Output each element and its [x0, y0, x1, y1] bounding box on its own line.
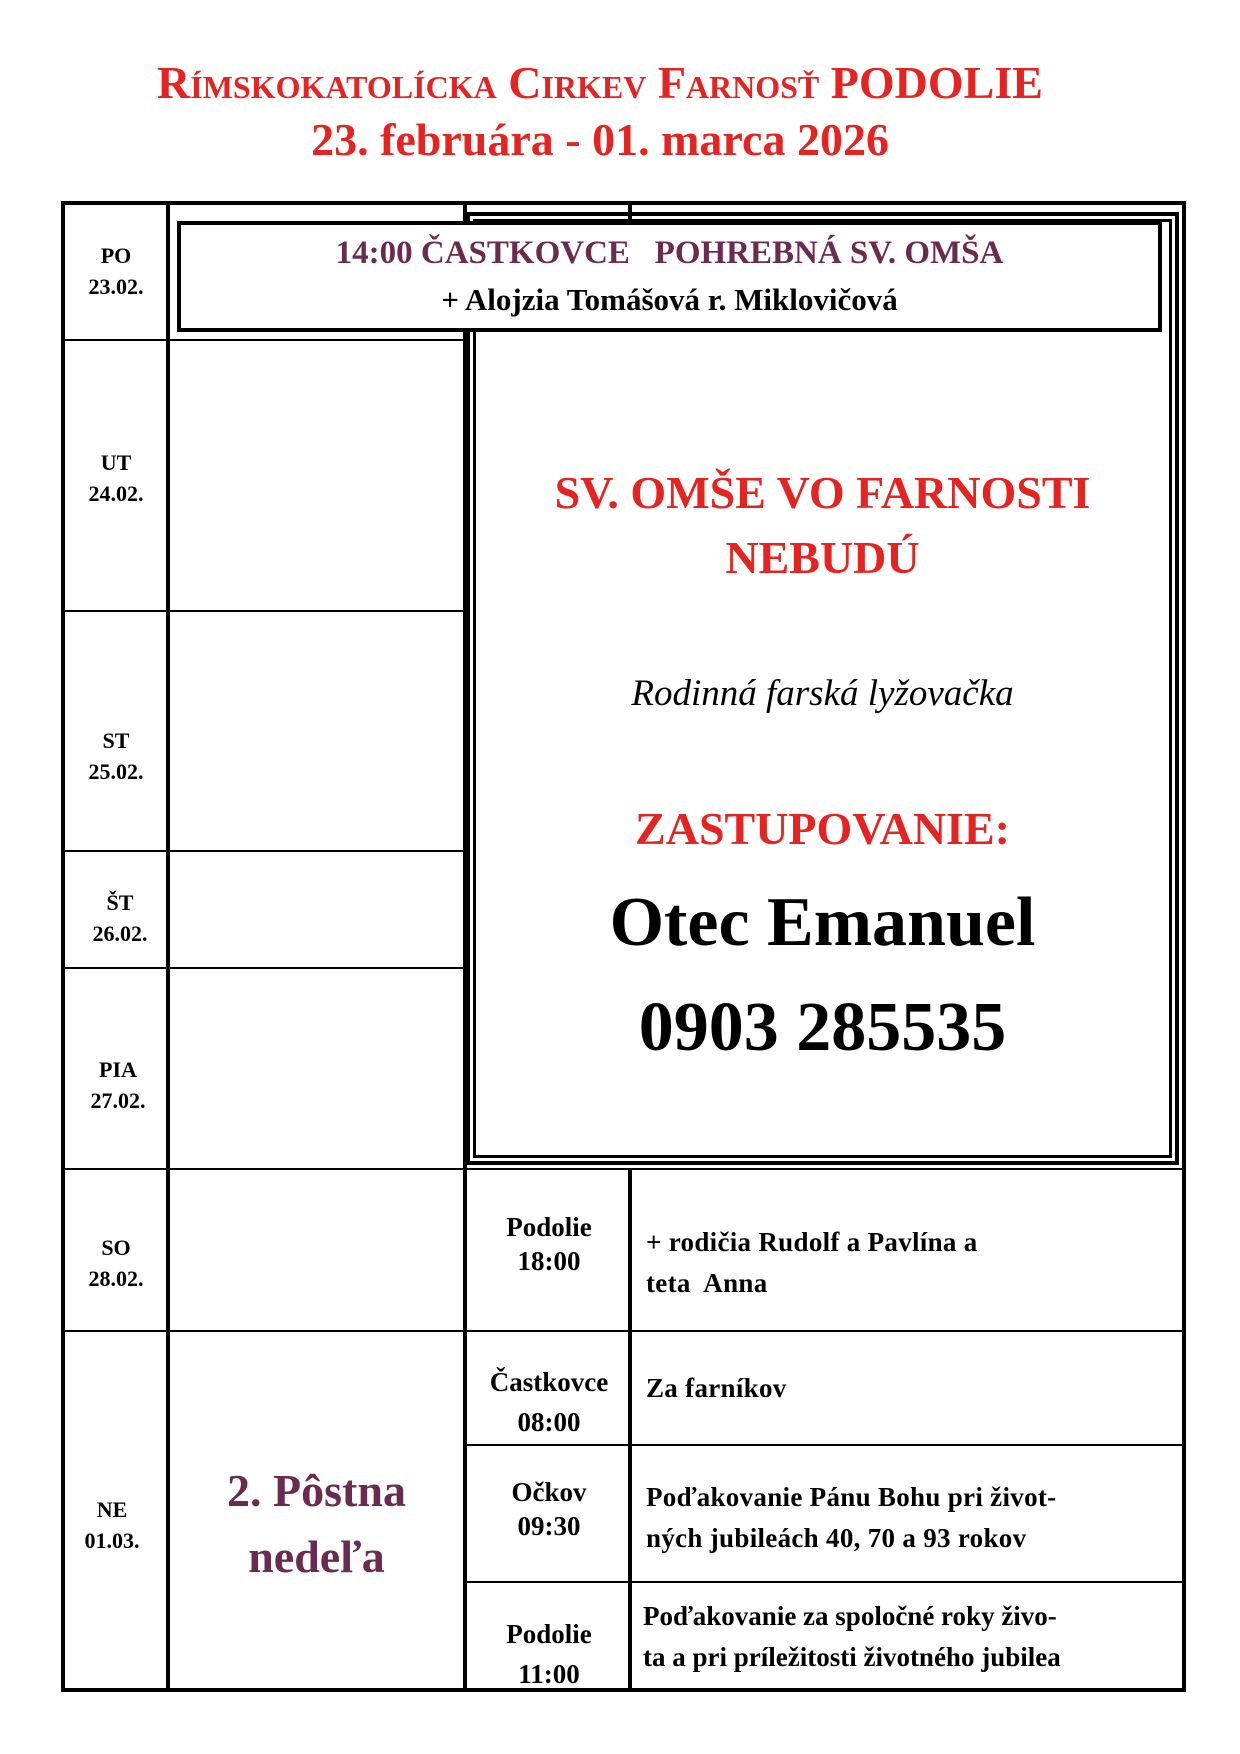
row-divider	[61, 967, 466, 969]
day-label	[62, 1494, 162, 1556]
mass-intention	[643, 1596, 1183, 1678]
mass-place: Podolie	[506, 1212, 592, 1242]
intention-line: ta a pri príležitosti životného jubilea	[643, 1642, 1061, 1672]
day-label	[66, 447, 166, 509]
sunday-name-line-1: 2. Pôstna	[227, 1465, 406, 1516]
notice-heading	[480, 460, 1165, 590]
row-divider	[61, 1330, 1186, 1332]
row-divider	[61, 339, 466, 341]
column-divider	[628, 1170, 632, 1692]
day-date: 26.02.	[92, 921, 148, 946]
intention-line: ných jubileách 40, 70 a 93 rokov	[646, 1523, 1027, 1553]
day-date: 01.03.	[84, 1528, 140, 1553]
day-abbr: SO	[101, 1235, 131, 1260]
day-abbr: NE	[96, 1497, 128, 1522]
date-range: 23. februára - 01. marca 2026	[311, 114, 889, 165]
mass-time: 18:00	[517, 1246, 581, 1276]
day-abbr: ŠT	[106, 890, 134, 915]
intention-line: + rodičia Rudolf a Pavlína a	[646, 1227, 978, 1257]
day-label	[70, 887, 170, 949]
mass-time: 11:00	[518, 1659, 580, 1689]
day-date: 28.02.	[88, 1266, 144, 1291]
mass-place: Podolie	[506, 1619, 592, 1649]
substitute-label: ZASTUPOVANIE:	[635, 803, 1010, 854]
day-date: 27.02.	[90, 1088, 146, 1113]
mass-place-time	[470, 1614, 628, 1694]
page-title	[0, 55, 1200, 111]
day-abbr: PIA	[99, 1057, 137, 1082]
mass-intention	[646, 1222, 1176, 1304]
day-date: 24.02.	[88, 481, 144, 506]
funeral-intention: + Alojzia Tomášová r. Miklovičová	[441, 282, 898, 317]
day-abbr: UT	[100, 450, 132, 475]
mass-place-time	[470, 1362, 628, 1442]
notice-line-1: SV. OMŠE VO FARNOSTI	[554, 467, 1091, 518]
notice-line-2: NEBUDÚ	[725, 532, 920, 583]
day-abbr: ST	[102, 728, 130, 753]
row-divider	[61, 610, 466, 612]
mass-time: 08:00	[517, 1407, 581, 1437]
mass-time: 09:30	[517, 1511, 581, 1541]
intention-line: Za farníkov	[646, 1373, 787, 1403]
row-divider	[61, 850, 466, 852]
day-date: 23.02.	[88, 274, 144, 299]
title-church: Rímskokatolícka Cirkev Farnosť	[157, 57, 820, 108]
day-label	[66, 240, 166, 302]
day-abbr: PO	[100, 243, 132, 268]
substitute-name: Otec Emanuel	[609, 884, 1036, 961]
intention-line: teta Anna	[646, 1268, 768, 1298]
day-label	[66, 1232, 166, 1294]
day-label	[66, 725, 166, 787]
mass-intention	[646, 1368, 1176, 1409]
title-parish: PODOLIE	[830, 57, 1043, 108]
day-label	[68, 1054, 168, 1116]
row-divider	[463, 1168, 1186, 1170]
mass-place-time	[470, 1210, 628, 1278]
sunday-name-line-2: nedeľa	[248, 1531, 385, 1582]
sunday-name	[170, 1458, 463, 1590]
row-divider	[463, 1581, 1186, 1583]
substitute-phone: 0903 285535	[638, 989, 1007, 1066]
funeral-title: 14:00 ČASTKOVCE POHREBNÁ SV. OMŠA	[335, 235, 1004, 271]
row-divider	[463, 1444, 1186, 1446]
intention-line: Poďakovanie Pánu Bohu pri život-	[646, 1482, 1057, 1512]
intention-line: Poďakovanie za spoločné roky živo-	[643, 1601, 1057, 1631]
mass-place: Očkov	[511, 1477, 587, 1507]
mass-place: Častkovce	[489, 1367, 609, 1397]
mass-place-time	[470, 1475, 628, 1543]
day-date: 25.02.	[88, 759, 144, 784]
event-name: Rodinná farská lyžovačka	[631, 673, 1014, 714]
mass-intention	[646, 1477, 1181, 1559]
row-divider	[61, 1168, 466, 1170]
